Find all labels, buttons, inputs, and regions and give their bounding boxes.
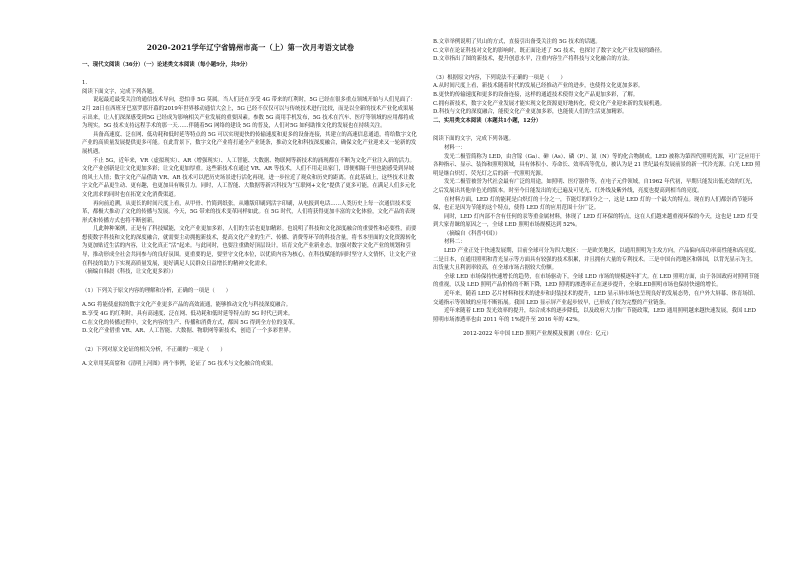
material-source: （摘编自《科普中国》）: [444, 230, 501, 237]
answer-option: A.文章用莫高窟和《清明上河图》两个事例，论证了 5G 技术与文化融合的成果。: [82, 361, 277, 368]
answer-option: C.文章在论证科技对文化的影响时，既正面论述了 5G 技术，也探讨了数字文化产业发展的路径。: [433, 47, 666, 54]
instruction: 阅读下面文字，完成下列各题。: [82, 88, 158, 95]
material-paragraph: 近年来，随着 LED 芯片材料和技术的进步和封装技术的提升，LED 显示屏市场也呈现良好的发展态势，在户外大屏幕、体育场馆、交通指示等领域的应用不断拓展。我国 LED 显示屏产业起步较早，已形成了较为完整的产业链条。: [433, 291, 759, 306]
passage-paragraph: 不止 5G，近年来，VR（虚拟现实）、AR（增强现实）、人工智能、大数据、物联网等新技术的涌现都在不断为文化产业注入新的活力。文化产业创新是让文化更加多彩；让文化更加厚重。这些新技术在通过 VR、AR 等技术，人们不用走出家门，即便相隔千里也能感受到异域的风土人情；数字文化产品借助 VR、AR 技术可以把历史场景进行活化再现，进一步拉近了观众和历史的距离。在此基础上，这些技术让数字文化产品更生动、更有趣，也更加具有吸引力。同时，人工智能、大数据等新兴科技为“互联网+文化”提供了更多可能，在满足人们多元化文化需求的同时也在拓宽文化消费渠道。: [82, 157, 416, 198]
material-paragraph: 全球 LED 市场保持快速增长的趋势，在市场驱动下，全球 LED 市场的规模逐年扩大。在 LED 照明方面，由于各国政府对照明节能的重视，以及 LED 照明产品价格的不断下降，LED 照明的渗透率正在逐步提升，全球LED照明市场也保持快速的增长。: [433, 273, 760, 289]
material-paragraph: 发光二极管简称为 LED，由含镓（Ga）、砷（As）、磷（P）、氮（N）等的化合物制成。LED 被称为第四代照明光源，可广泛应用于各种指示、显示、装饰和照明领域，具有体积小、寿命长、效率高等优点，被认为是 21 世纪最有发展前景的新一代冷光源。白光 LED 照明是继白炽灯、荧光灯之后的新一代照明光源。: [433, 153, 761, 177]
material-paragraph: 发光二极管被誉为代社会最有广泛的用途，如照明、医疗器件等，在电子元件领域，自1962 年代初，早期只能发出低光效的红光，之后发展出其他单色光的版本。时至今日能发出的光已遍及可见光、红外线及紫外线，亮度也提高到相当的亮度。: [433, 179, 756, 194]
passage-paragraph: 具备高速度、泛在网、低功耗和低时延等特点的 5G 可以实现更快的传输速度和更多的设备连接，其建立的高速信息通道，将给数字文化产业的高质量发展提供更多可能。在此背景下，数字文化产业将打通全产业链条，推动文化和科技深度融合，确保文化产业迎来又一轮新的发展机遇。: [82, 131, 417, 155]
answer-option: B.文章举例说明了贝山的方式，直接引出备受关注的 5G 技术的话题。: [433, 39, 601, 45]
answer-option: A.从时间尺度上看，新技术随着时代的发展已经推动产业的进步，也使得文化更加多彩。: [433, 83, 644, 90]
answer-option: D.科技与文化的深度融合，能使文化产业更加多彩，也能使人们的生活更加精彩。: [433, 109, 628, 116]
answer-option: D.文章指出了图的新技术，提升创意水平，注重内容生产将科技与文化融合的方法。: [433, 56, 633, 63]
answer-option: D.文化产业借重 VR、AR、人工智能、大数据、物联网等新技术，创造了一个多彩世界。: [82, 328, 295, 335]
answer-option: B.更快的传输速度和更多的设备连接，这样的通道技术使得文化产品更加多彩，了解。: [433, 91, 639, 98]
question-stem: （3）根据原文内容，下列说法不正确的一项是（ ）: [433, 74, 566, 81]
question-stem: （2）下列对原文论证的相关分析，不正确的一项是（ ）: [82, 346, 226, 353]
material-paragraph: 近年来随着 LED 发光效率的提升，综合成本的逐步降低，以及政府大力推广节能政策，LED 通用照明越来越快速发展，我国 LED 照明市场渗透率也由 2011 年的 1%提升至 2016 年的 42%。: [433, 308, 756, 323]
material-label: 材料二：: [444, 239, 466, 246]
answer-option: A.5G 将能使虚拟的数字文化产业更多产品的高效流通，能够推动文化与科技深度融合。: [82, 302, 292, 309]
answer-option: C.拥有新技术，数字文化产业发展才能实现文化资源更好地转化，使文化产业迎来新的发展机遇。: [433, 100, 666, 107]
material-label: 材料一：: [444, 144, 466, 151]
figure-caption: 2012-2022 年中国 LED 照明产业规模及预测（单位：亿元）: [463, 331, 612, 338]
left-column: [82, 0, 419, 369]
section-heading-reading: 一、现代文阅读（36分）（一）论述类文本阅读（每小题9分，共9分）: [82, 61, 251, 68]
question-stem: （1）下列关于原文内容的理解和分析，正确的一项是（ ）: [82, 287, 231, 294]
material-paragraph: 在材料方面，LED 灯的能耗是白炽灯的十分之一，节能灯的四分之一，这是 LED 灯的一个最大的特点。现在的人们都崇尚节能环保，也正是因为节能的这个特点，使得 LED 灯的应用范围十分广泛。: [433, 196, 754, 212]
page-title: 2020-2021学年辽宁省锦州市高一（上）第一次月考语文试卷: [146, 43, 355, 52]
instruction: 阅读下面的文字，完成下列各题。: [433, 136, 514, 143]
passage-paragraph: 再向前追溯，从更长的时间尺度上看，从甲骨、竹简到纸张，从雕版印刷到活字印刷，从电报到电话……人类历史上每一次通信技术变革，都极大推动了文化的传播与发展。今天，5G 带来的技术变革同样如此。在 5G 时代，人们将获得更加丰富的文化体验，文化产品的表现形式和传播方式也将不断创新。: [82, 200, 416, 224]
section-heading-practical: 二、实用类文本阅读（本题共1小题，12分）: [433, 117, 542, 124]
material-paragraph: LED 产业正处于快速发展期，目前全球可分为四大地区：一是欧美地区，以通用照明为主攻方向，产品偏向高功率高性能和高亮度。二是日本，在通用照明和背光显示等方面具有较强的技术积累，并且拥有大量的专利技术。三是中国台湾地区和韩国，以背光显示为主，出货量大且利润率较高，在全球市场占据较大份额。: [433, 248, 760, 272]
answer-option: C.在文化的传播过程中，文化内容的生产、传播和消费方式，都因 5G 得到全方位的变革。: [82, 319, 299, 326]
answer-option: B.享受 4G 的红利时，具有高速度、泛在网、低功耗和低时延等特点的 5G 时代已到来。: [82, 311, 294, 318]
passage-source: （摘编自韩晨《科技，让文化更多彩》）: [82, 269, 177, 276]
question-number: 1.: [82, 80, 88, 87]
passage-paragraph: 说起最近最受关注的通信技术导向，恐怕非 5G 莫属。当人们还在享受 4G 带来的红利时，5G 已经在很多重点领域开始与人们见面了：2月 28日在西班牙巴塞罗那开幕的2019年世界移动通信大会上，5G 已经不仅仅可以与传统技术进行比较，而是以全新的技术产业化成果展示出来，让人们深深感受到5G 已经成为影响相关产业发展的重要因素。参数 5G 商用手机发布，5G 技术在汽车、医疗等领域的应用都将成为现实。5G 技术支持远程手术的那一天……伴随着5G 网络的建设 5G 的普及，人们对5G 如何助推文化的发展也在持续关注。: [82, 97, 416, 130]
right-column: [433, 38, 761, 339]
material-paragraph: 同时，LED 灯内部不含有任何的汞等重金属材料，体现了 LED 灯环保的特点，这在人们越来越重视环保的今天，这也是 LED 灯受到大家青睐的原因之一，全球 LED 照明市场规模达到 52%。: [433, 213, 758, 229]
passage-paragraph: 几此种种案例，正是有了科技赋能，文化产业更加多彩，人们的生活也更加精彩。也说明了科技和文化深度融合的重要性和必要性，而要想使数字科技和文化的深度融合，就需要主动拥抱新技术，提高文化产业的生产、传播、消费等环节的科技含量，将书本里面的文化资源转化为更加贴近生活的内容，让文化真正“活”起来。与此同时，也要注重做好顶层设计，培育文化产业新业态，加强对数字文化产业的规划和引导，推动形成全社会共同参与的良好氛围。更重要的是，要坚守文化本位，以优质内容为核心，在科技赋能的同时坚守人文情怀，让文化产业在科技的助力下实现高质量发展，更好满足人民群众日益增长的精神文化需求。: [82, 226, 417, 267]
